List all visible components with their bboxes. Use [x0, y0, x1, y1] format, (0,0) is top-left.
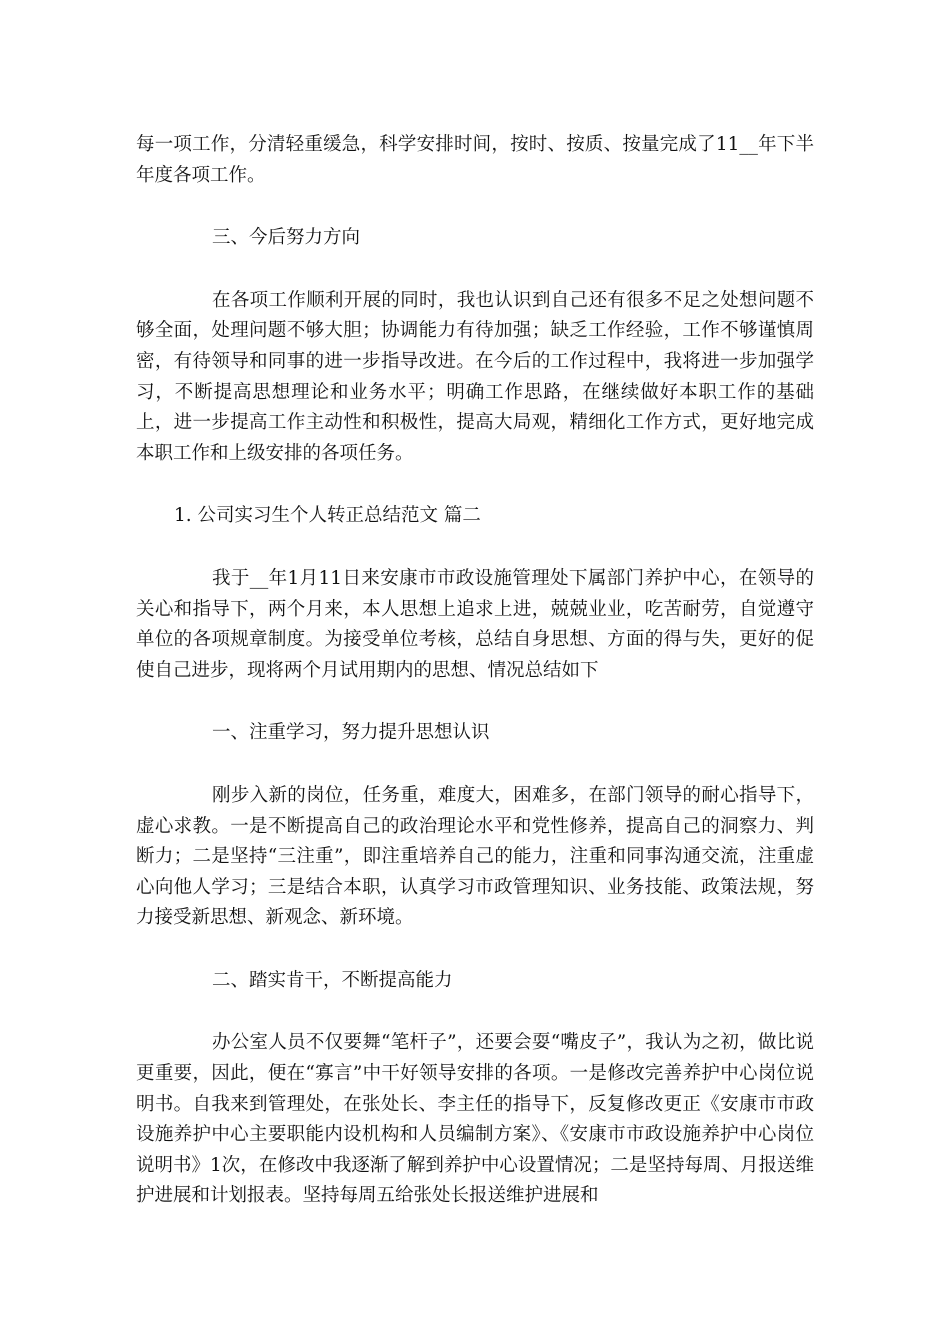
section-heading-future-direction: 三、今后努力方向 — [212, 227, 361, 249]
paragraph-continued: 每一项工作，分清轻重缓急，科学安排时间，按时、按质、按量完成了11__年下半年度各项工作。 — [136, 134, 814, 186]
paragraph-shortcomings: 在各项工作顺利开展的同时，我也认识到自己还有很多不足之处想问题不够全面，处理问题不够大胆；协调能力有待加强；缺乏工作经验，工作不够谨慎周密，有待领导和同事的进一步指导改进。在今后的工作过程中，我将进一步加强学习，不断提高思想理论和业务水平；明确工作思路，在继续做好本职工作的基础上，进一步提高工作主动性和积极性，提高大局观，精细化工作方式，更好地完成本职工作和上级安排的各项任务。 — [136, 289, 814, 464]
section-heading-study: 一、注重学习，努力提升思想认识 — [212, 722, 490, 744]
article-subtitle: 1. 公司实习生个人转正总结范文 篇二 — [174, 505, 481, 527]
paragraph-study: 刚步入新的岗位，任务重，难度大，困难多，在部门领导的耐心指导下，虚心求教。一是不断提高自己的政治理论水平和党性修养，提高自己的洞察力、判断力；二是坚持“三注重”，即注重培养自己的能力，注重和同事沟通交流，注重虚心向他人学习；三是结合本职，认真学习市政管理知识、业务技能、政策法规，努力接受新思想、新观念、新环境。 — [136, 784, 814, 929]
document-body — [136, 130, 814, 1244]
paragraph-introduction: 我于__年1月11日来安康市市政设施管理处下属部门养护中心，在领导的关心和指导下，两个月来，本人思想上追求上进，兢兢业业，吃苦耐劳，自觉遵守单位的各项规章制度。为接受单位考核，总结自身思想、方面的得与失，更好的促使自己进步，现将两个月试用期内的思想、情况总结如下 — [136, 567, 814, 681]
section-heading-ability: 二、踏实肯干，不断提高能力 — [212, 969, 453, 991]
paragraph-ability: 办公室人员不仅要舞“笔杆子”，还要会耍“嘴皮子”，我认为之初，做比说更重要，因此，便在“寡言”中干好领导安排的各项。一是修改完善养护中心岗位说明书。自我来到管理处，在张处长、李主任的指导下，反复修改更正《安康市市政设施养护中心主要职能内设机构和人员编制方案》、《安康市市政设施养护中心岗位说明书》1次，在修改中我逐渐了解到养护中心设置情况；二是坚持每周、月报送维护进展和计划报表。坚持每周五给张处长报送维护进展和 — [136, 1032, 814, 1207]
